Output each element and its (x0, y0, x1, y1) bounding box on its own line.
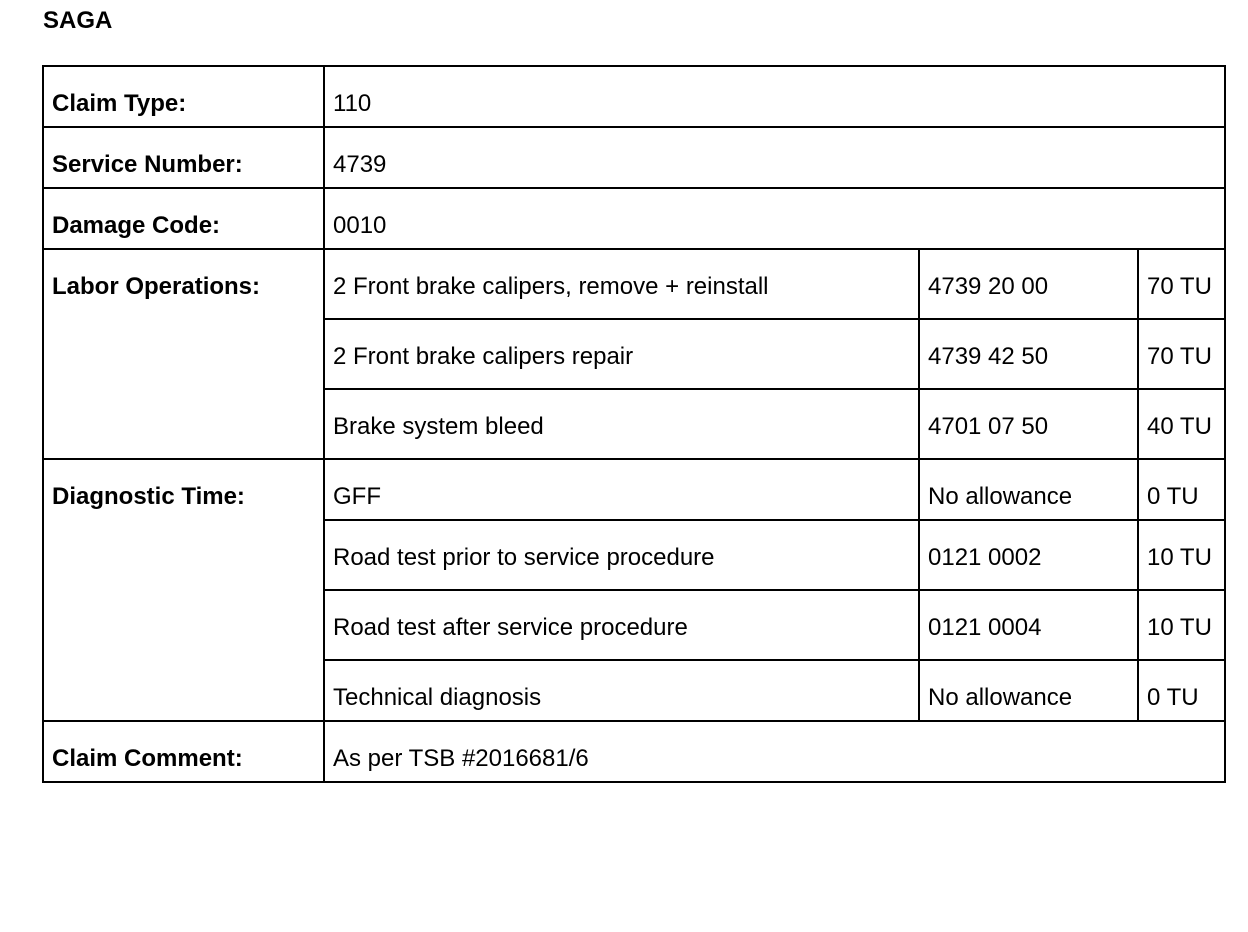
claim-table (42, 65, 1226, 783)
diagnostic-time-row (43, 459, 1225, 520)
labor-operation-code: 4739 20 00 (919, 249, 1138, 319)
damage-code-value: 0010 (324, 188, 1225, 249)
service-number-label: Service Number: (43, 127, 324, 188)
diagnostic-description: GFF (324, 459, 919, 520)
claim-comment-row (43, 721, 1225, 782)
labor-operation-description: 2 Front brake calipers repair (324, 319, 919, 389)
diagnostic-code: No allowance (919, 459, 1138, 520)
diagnostic-time: 10 TU (1138, 520, 1225, 590)
claim-comment-label: Claim Comment: (43, 721, 324, 782)
diagnostic-time-label: Diagnostic Time: (43, 459, 324, 721)
diagnostic-code: No allowance (919, 660, 1138, 721)
labor-operation-time: 40 TU (1138, 389, 1225, 459)
labor-operation-code: 4739 42 50 (919, 319, 1138, 389)
claim-type-value: 110 (324, 66, 1225, 127)
labor-operation-code: 4701 07 50 (919, 389, 1138, 459)
document-title: SAGA (43, 7, 113, 34)
labor-operation-description: 2 Front brake calipers, remove + reinstall (324, 249, 919, 319)
service-number-value: 4739 (324, 127, 1225, 188)
labor-operation-time: 70 TU (1138, 249, 1225, 319)
labor-operation-time: 70 TU (1138, 319, 1225, 389)
service-number-row (43, 127, 1225, 188)
damage-code-row (43, 188, 1225, 249)
diagnostic-time: 0 TU (1138, 660, 1225, 721)
claim-comment-value: As per TSB #2016681/6 (324, 721, 1225, 782)
labor-operation-description: Brake system bleed (324, 389, 919, 459)
diagnostic-code: 0121 0002 (919, 520, 1138, 590)
diagnostic-description: Technical diagnosis (324, 660, 919, 721)
diagnostic-description: Road test after service procedure (324, 590, 919, 660)
diagnostic-code: 0121 0004 (919, 590, 1138, 660)
claim-type-label: Claim Type: (43, 66, 324, 127)
diagnostic-description: Road test prior to service procedure (324, 520, 919, 590)
labor-operation-row (43, 249, 1225, 319)
diagnostic-time: 0 TU (1138, 459, 1225, 520)
diagnostic-time: 10 TU (1138, 590, 1225, 660)
claim-type-row (43, 66, 1225, 127)
damage-code-label: Damage Code: (43, 188, 324, 249)
labor-operations-label: Labor Operations: (43, 249, 324, 459)
